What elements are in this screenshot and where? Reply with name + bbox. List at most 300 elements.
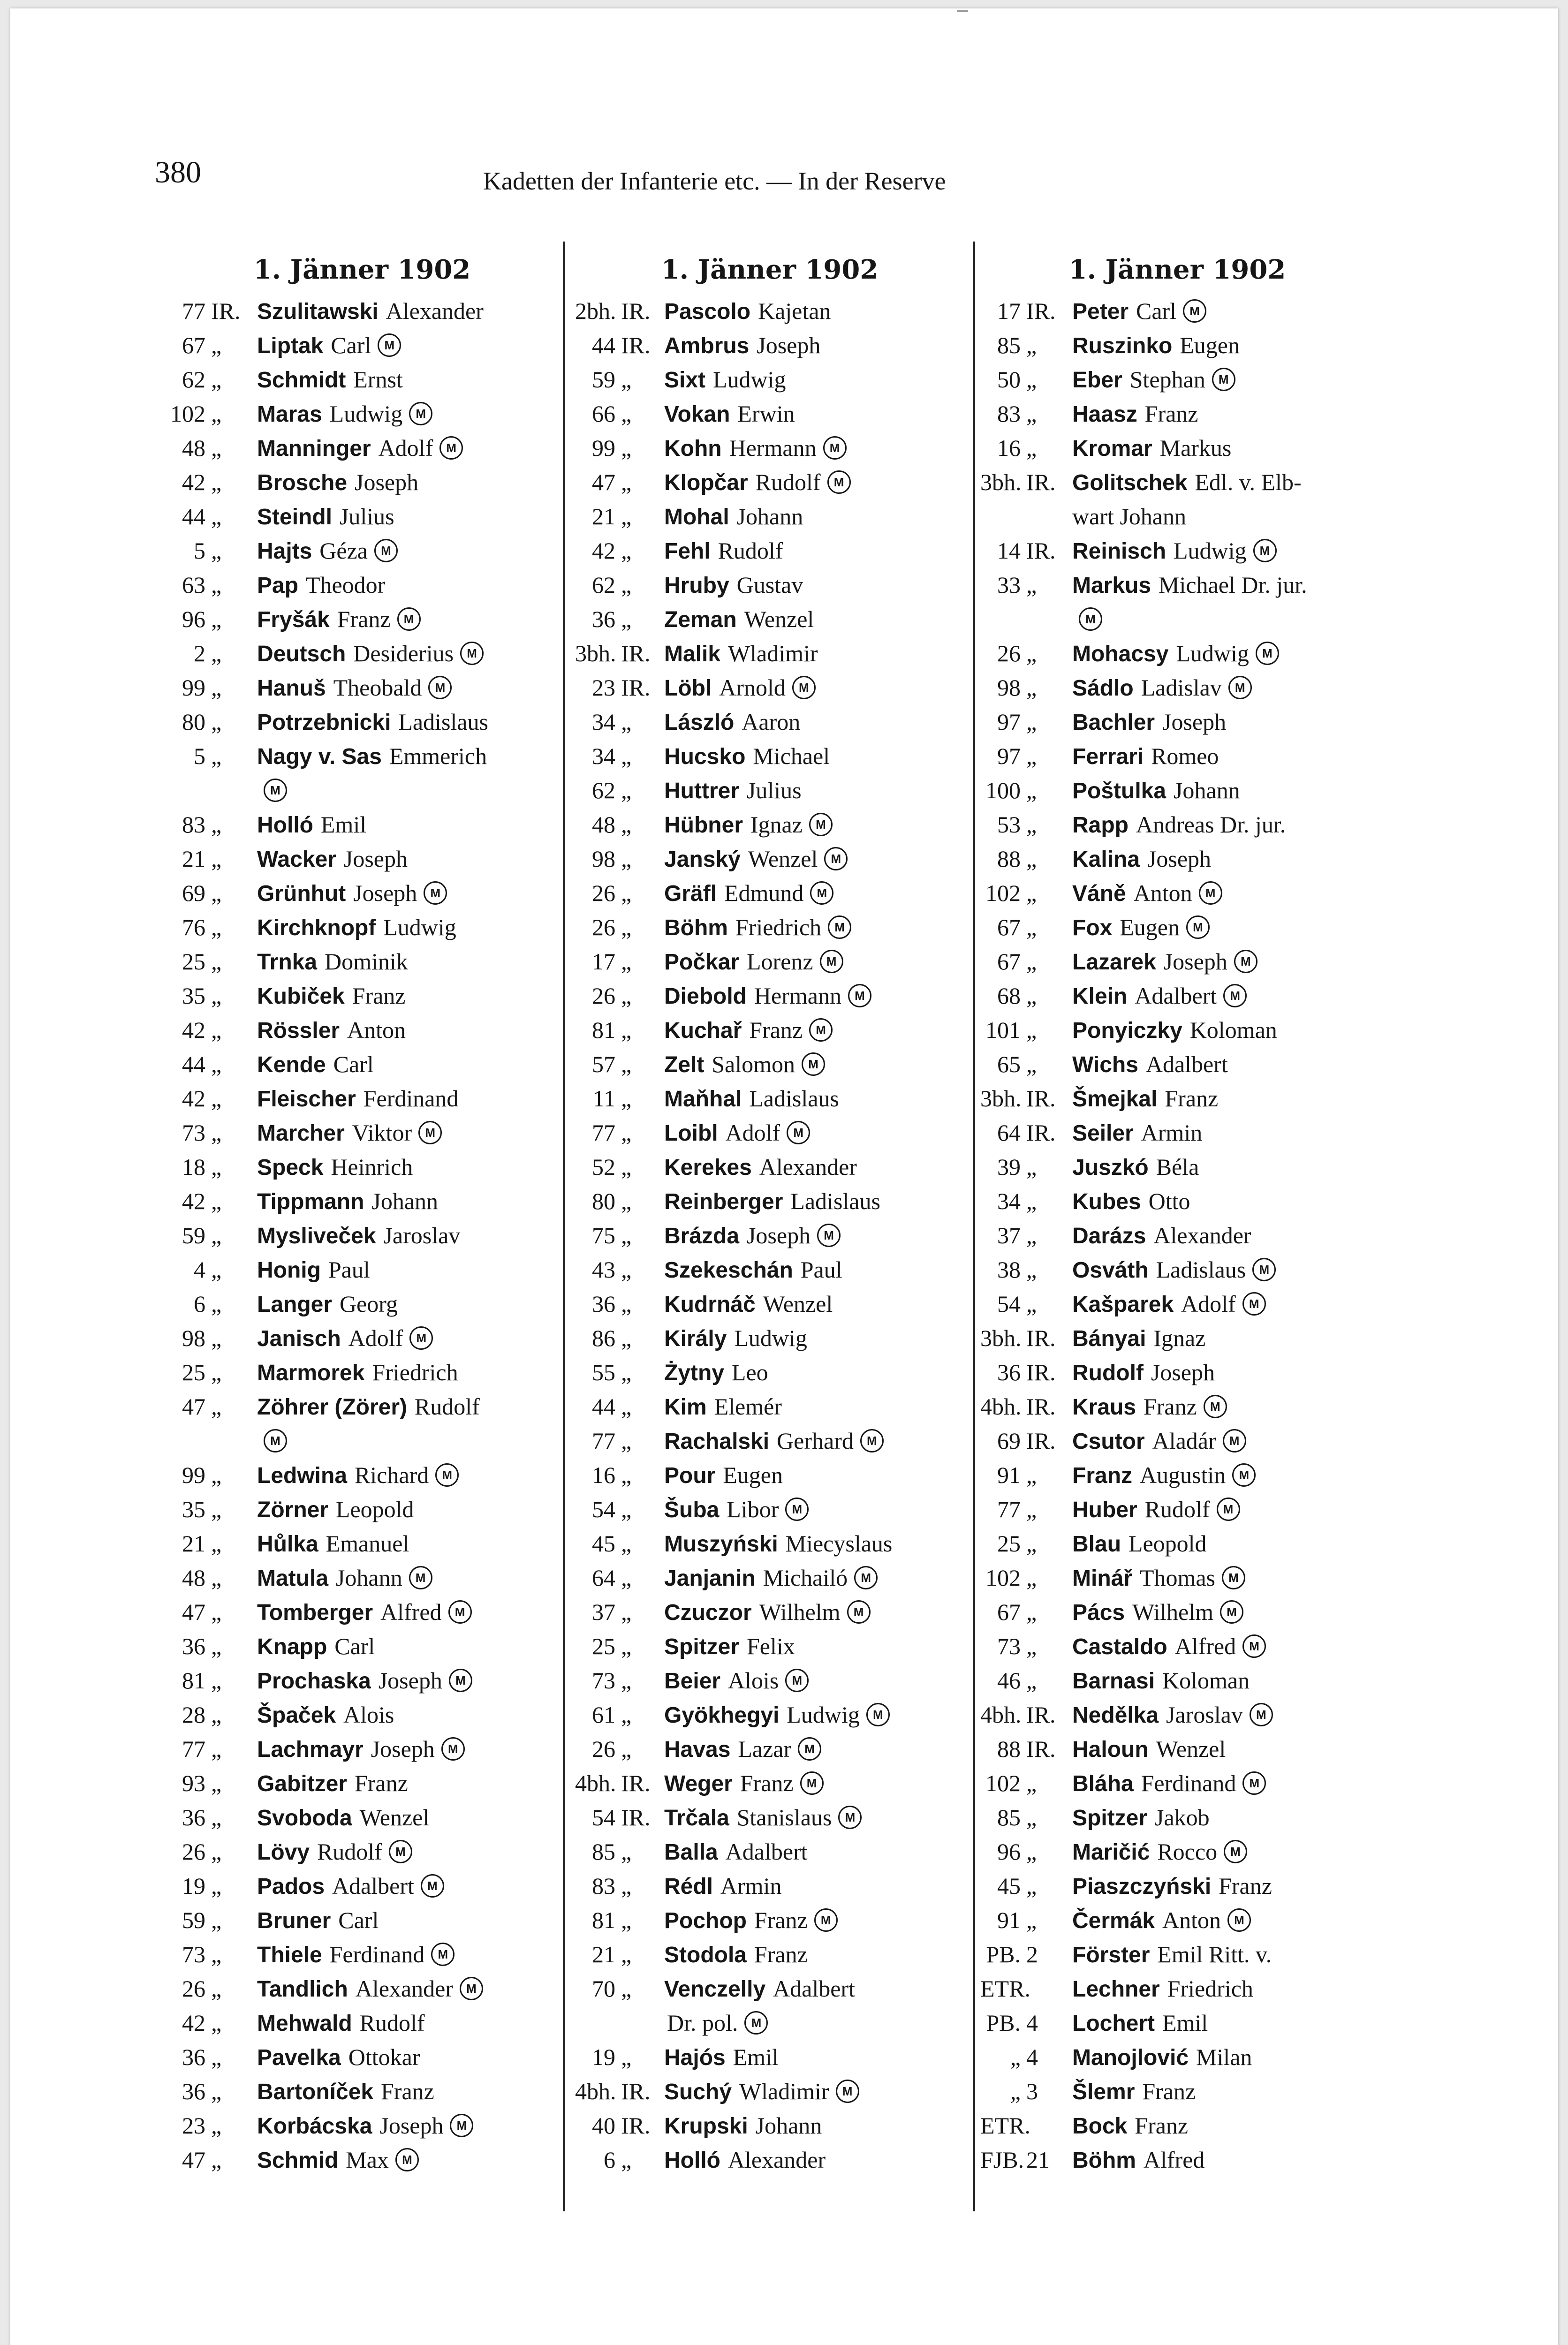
entry-surname: Maras: [257, 402, 322, 427]
entry-surname: Csutor: [1072, 1429, 1145, 1454]
entry-unit: „: [621, 1120, 632, 1146]
entry-surname: Bányai: [1072, 1326, 1146, 1351]
entry-unit: „: [1026, 948, 1037, 975]
entry-unit: „: [211, 743, 222, 769]
entry-surname: Ponyiczky: [1072, 1018, 1182, 1043]
entry-given-name: Ladislaus: [790, 1188, 880, 1214]
list-item: [980, 1253, 1374, 1287]
entry-given-name: Wenzel: [763, 1291, 833, 1317]
entry-unit: „: [621, 1633, 632, 1659]
entry-unit: „: [1026, 401, 1037, 427]
entry-given-name: Ignaz: [1153, 1325, 1206, 1351]
entry-unit: „: [1026, 1256, 1037, 1283]
entry-unit: „: [211, 1359, 222, 1385]
entry-surname: Tippmann: [257, 1189, 364, 1214]
entry-unit: „: [211, 1154, 222, 1180]
entry-number: 45: [997, 1873, 1021, 1899]
list-item: [980, 705, 1374, 739]
list-item: [980, 1047, 1374, 1082]
entry-surname: Szulitawski: [257, 299, 379, 324]
entry-number: 34: [592, 743, 615, 769]
entry-list: [575, 294, 964, 2177]
circled-m-icon: M: [1220, 1600, 1243, 1624]
entry-unit: „: [211, 469, 222, 495]
circled-m-icon: M: [809, 813, 833, 836]
entry-unit: IR.: [621, 332, 651, 358]
entry-unit: „: [621, 1051, 632, 1077]
entry-unit: „: [211, 1599, 222, 1625]
entry-given-name: Emil: [320, 811, 367, 838]
entry-surname: Mysliveček: [257, 1224, 376, 1248]
list-item: [575, 1321, 964, 1355]
entry-number: 39: [997, 1154, 1021, 1180]
list-item: [165, 1355, 559, 1390]
entry-number: 83: [592, 1873, 615, 1899]
entry-unit: „: [211, 948, 222, 975]
list-item: [575, 1253, 964, 1287]
entry-surname: Holló: [664, 2148, 720, 2173]
entry-surname: Loibl: [664, 1121, 718, 1146]
entry-surname: Kuchař: [664, 1018, 742, 1043]
entry-unit: „: [1026, 1770, 1037, 1796]
entry-number: 67: [997, 948, 1021, 975]
list-item: [165, 1800, 559, 1835]
entry-given-name: Emil: [1162, 2010, 1208, 2036]
entry-given-name: Ludwig: [734, 1325, 807, 1351]
scan-speck: [957, 10, 968, 12]
list-item: [980, 1835, 1374, 1869]
list-item: [980, 1869, 1374, 1903]
circled-m-icon: M: [374, 539, 398, 562]
entry-surname: Brázda: [664, 1224, 740, 1248]
entry-surname: Pascolo: [664, 299, 751, 324]
entry-number: 4bh.: [575, 1770, 616, 1796]
entry-unit: „: [621, 1907, 632, 1933]
list-item: [165, 1013, 559, 1047]
entry-unit: IR.: [621, 674, 651, 701]
entry-given-name: Adolf: [378, 435, 433, 461]
entry-surname: Czuczor: [664, 1600, 752, 1625]
entry-given-name: Paul: [800, 1256, 842, 1283]
entry-surname: Pavelka: [257, 2045, 341, 2070]
entry-surname: Maričić: [1072, 1840, 1150, 1865]
list-item: [980, 1972, 1374, 2006]
entry-surname: Lochert: [1072, 2011, 1155, 2036]
entry-surname: Hucsko: [664, 744, 746, 769]
list-item: [575, 739, 964, 773]
entry-given-name: Dominik: [324, 948, 408, 975]
entry-unit: „: [621, 366, 632, 393]
entry-number: 42: [182, 1085, 205, 1112]
list-item: [575, 2040, 964, 2074]
circled-m-icon: M: [1250, 1703, 1273, 1726]
entry-surname: Nedělka: [1072, 1703, 1159, 1728]
circled-m-icon: M: [787, 1121, 810, 1144]
list-item: [575, 910, 964, 945]
circled-m-icon: M: [800, 1771, 824, 1795]
entry-given-name: Georg: [339, 1291, 398, 1317]
entry-unit: „: [1026, 914, 1037, 940]
entry-unit: „: [621, 1359, 632, 1385]
entry-number: 80: [182, 709, 205, 735]
entry-given-name: Franz: [1165, 1085, 1219, 1112]
entry-unit: „: [1026, 1496, 1037, 1522]
entry-unit: „: [621, 1188, 632, 1214]
list-item: [575, 1458, 964, 1492]
entry-surname: Eber: [1072, 368, 1122, 393]
entry-unit: „: [621, 1393, 632, 1420]
entry-unit: „: [1026, 366, 1037, 393]
entry-surname: Haasz: [1072, 402, 1137, 427]
circled-m-icon: M: [1212, 368, 1235, 391]
entry-surname: Kubiček: [257, 984, 345, 1009]
entry-given-name: Jakob: [1154, 1804, 1210, 1831]
entry-surname: Bláha: [1072, 1771, 1134, 1796]
entry-number: 36: [592, 606, 615, 632]
entry-number: 42: [182, 2010, 205, 2036]
entry-surname: Király: [664, 1326, 727, 1351]
entry-number: 26: [592, 1736, 615, 1762]
list-item: [980, 671, 1374, 705]
entry-surname: Reinisch: [1072, 539, 1167, 564]
entry-given-name: Markus: [1159, 435, 1232, 461]
entry-number: 36: [182, 1804, 205, 1831]
list-item: [165, 431, 559, 465]
entry-number: 77: [182, 298, 205, 324]
list-item: [165, 1595, 559, 1629]
entry-surname: Váně: [1072, 881, 1126, 906]
entry-surname: Honig: [257, 1258, 321, 1283]
entry-surname: Kašparek: [1072, 1292, 1174, 1317]
circled-m-icon: M: [1227, 1908, 1251, 1932]
entry-unit: „: [621, 743, 632, 769]
list-item: [165, 1082, 559, 1116]
entry-number: 102: [985, 1565, 1021, 1591]
entry-given-name: Edmund: [724, 880, 804, 906]
list-item: [165, 294, 559, 328]
entry-surname: Fleischer: [257, 1087, 356, 1112]
entry-surname: Havas: [664, 1737, 731, 1762]
entry-number: 73: [592, 1667, 615, 1694]
list-item: [165, 1629, 559, 1664]
entry-unit: „: [621, 1462, 632, 1488]
entry-unit: 2: [1026, 1941, 1038, 1967]
list-item: [165, 1218, 559, 1253]
entry-number: 18: [182, 1154, 205, 1180]
entry-number: 23: [182, 2112, 205, 2139]
entry-unit: „: [1026, 674, 1037, 701]
entry-number: 70: [592, 1975, 615, 2002]
entry-number: 83: [182, 811, 205, 838]
entry-given-name: Ignaz: [750, 811, 803, 838]
list-item: [980, 1492, 1374, 1527]
entry-given-name: Joseph: [353, 880, 417, 906]
entry-surname: Kubes: [1072, 1189, 1141, 1214]
entry-unit: „: [1026, 709, 1037, 735]
list-item: [980, 1184, 1374, 1218]
list-item: [575, 945, 964, 979]
entry-surname: Rachalski: [664, 1429, 770, 1454]
entry-number: 96: [997, 1838, 1021, 1865]
list-item: [165, 1527, 559, 1561]
entry-number: 2: [194, 640, 205, 666]
entry-given-name: Elemér: [714, 1393, 782, 1420]
entry-given-name: Rudolf: [1144, 1496, 1210, 1522]
circled-m-icon: M: [1242, 1771, 1266, 1795]
list-item: [575, 1184, 964, 1218]
entry-unit: „: [621, 1667, 632, 1694]
circled-m-icon: M: [860, 1429, 884, 1452]
list-item: [165, 2074, 559, 2109]
list-item: [980, 773, 1374, 808]
entry-number: 91: [997, 1462, 1021, 1488]
list-item: [980, 1013, 1374, 1047]
entry-given-name: Carl: [333, 1051, 374, 1077]
entry-number: 38: [997, 1256, 1021, 1283]
list-item: [165, 910, 559, 945]
circled-m-icon: M: [798, 1737, 821, 1761]
entry-surname: Vokan: [664, 402, 730, 427]
entry-given-name: Augustin: [1139, 1462, 1226, 1488]
list-item: [165, 842, 559, 876]
entry-unit: 4: [1026, 2044, 1038, 2070]
entry-unit: „: [211, 606, 222, 632]
entry-unit: „: [211, 1017, 222, 1043]
entry-unit: „: [211, 2010, 222, 2036]
entry-number: 37: [997, 1222, 1021, 1248]
list-item: [165, 363, 559, 397]
entry-unit: „: [211, 572, 222, 598]
entry-number: 64: [997, 1120, 1021, 1146]
list-item: [575, 294, 964, 328]
entry-given-name: Hermann: [754, 983, 841, 1009]
entry-number: 99: [592, 435, 615, 461]
entry-given-name: Alexander: [386, 298, 484, 324]
entry-number: ETR.: [980, 1975, 1030, 2002]
entry-number: 43: [592, 1256, 615, 1283]
entry-surname: Schmidt: [257, 368, 346, 393]
circled-m-icon: M: [378, 333, 401, 357]
entry-surname: Żytny: [664, 1361, 725, 1385]
list-item: [980, 1561, 1374, 1595]
entry-number: 46: [997, 1667, 1021, 1694]
list-item: [980, 808, 1374, 842]
list-item: [165, 1458, 559, 1492]
entry-given-name: Richard: [354, 1462, 429, 1488]
entry-given-name: Adolf: [1181, 1291, 1236, 1317]
entry-number: 16: [997, 435, 1021, 461]
entry-given-name: Gerhard: [777, 1428, 854, 1454]
list-item: [980, 328, 1374, 363]
list-item: [165, 2143, 559, 2177]
entry-number: 102: [985, 1770, 1021, 1796]
entry-surname: Šmejkal: [1072, 1087, 1158, 1112]
entry-number: 98: [997, 674, 1021, 701]
entry-unit: „: [621, 811, 632, 838]
entry-number: 88: [997, 846, 1021, 872]
entry-unit: „: [211, 2044, 222, 2070]
circled-m-icon: M: [1228, 676, 1252, 699]
circled-m-icon: M: [1242, 1634, 1266, 1658]
list-item: [980, 2040, 1374, 2074]
entry-unit: „: [621, 537, 632, 564]
entry-surname: Klein: [1072, 984, 1128, 1009]
entry-given-name: Wilhelm: [759, 1599, 841, 1625]
list-item: [575, 1527, 964, 1561]
entry-number: 48: [182, 1565, 205, 1591]
entry-unit: „: [621, 435, 632, 461]
entry-number: 47: [182, 2147, 205, 2173]
list-item: [165, 1869, 559, 1903]
entry-given-name: Géza: [319, 537, 368, 564]
entry-given-name: Ludwig: [1173, 537, 1247, 564]
entry-number: 4: [194, 1256, 205, 1283]
entry-surname: Mehwald: [257, 2011, 352, 2036]
entry-surname: Szekeschán: [664, 1258, 793, 1283]
circled-m-icon: M: [428, 676, 452, 699]
entry-unit: „: [1026, 1633, 1037, 1659]
circled-m-icon: M: [460, 642, 484, 665]
entry-unit: „: [621, 469, 632, 495]
entry-surname: Rudolf: [1072, 1361, 1144, 1385]
entry-unit: IR.: [1026, 1120, 1056, 1146]
entry-surname: Bruner: [257, 1908, 331, 1933]
entry-surname: Hanuš: [257, 676, 326, 701]
list-item: [165, 1116, 559, 1150]
circled-m-icon: M: [802, 1052, 825, 1076]
list-item: [980, 1355, 1374, 1390]
entry-given-name: Arnold: [719, 674, 786, 701]
entry-unit: „: [1026, 1667, 1037, 1694]
entry-unit: „: [621, 572, 632, 598]
entry-given-name: Michailó: [763, 1565, 848, 1591]
entry-given-name: Franz: [740, 1770, 794, 1796]
list-item: [980, 1390, 1374, 1424]
circled-m-icon: M: [824, 847, 848, 870]
entry-surname: Lechner: [1072, 1977, 1160, 2002]
entry-given-name: Joseph: [371, 1736, 435, 1762]
list-item: [575, 671, 964, 705]
list-item: [575, 1390, 964, 1424]
list-item: [575, 1218, 964, 1253]
entry-unit: „: [1026, 1599, 1037, 1625]
entry-number: 3bh.: [980, 1085, 1022, 1112]
entry-given-name: Adalbert: [773, 1975, 855, 2002]
entry-unit: „: [211, 1393, 222, 1420]
entry-surname: Barnasi: [1072, 1669, 1155, 1694]
entry-surname: Bartoníček: [257, 2080, 374, 2104]
entry-given-name: Ladislaus: [749, 1085, 839, 1112]
circled-m-icon: M: [847, 1600, 871, 1624]
entry-surname: Manojlović: [1072, 2045, 1189, 2070]
entry-number: 19: [592, 2044, 615, 2070]
entry-unit: „: [211, 640, 222, 666]
entry-given-name: Michael Dr. jur.: [1158, 572, 1307, 598]
entry-surname: Pochop: [664, 1908, 747, 1933]
entry-given-name: Kajetan: [757, 298, 831, 324]
list-item: [165, 602, 559, 636]
entry-given-name: Ferdinand: [1141, 1770, 1236, 1796]
circled-m-icon: M: [744, 2011, 768, 2035]
list-item: [980, 1629, 1374, 1664]
entry-surname: Hruby: [664, 573, 729, 598]
entry-surname: Diebold: [664, 984, 747, 1009]
list-item: [980, 2006, 1374, 2040]
entry-surname: Čermák: [1072, 1908, 1155, 1933]
circled-m-icon: M: [441, 1737, 465, 1761]
entry-number: 36: [592, 1291, 615, 1317]
list-item: [575, 1835, 964, 1869]
entry-unit: IR.: [621, 2078, 651, 2104]
list-item: [165, 636, 559, 671]
entry-given-name: Rudolf: [755, 469, 821, 495]
entry-given-name: Theobald: [333, 674, 422, 701]
entry-surname: Šlemr: [1072, 2080, 1135, 2104]
entry-unit: „: [621, 1325, 632, 1351]
circled-m-icon: M: [264, 779, 287, 802]
entry-given-name: Lorenz: [747, 948, 813, 975]
entry-surname: Fryšák: [257, 607, 330, 632]
entry-surname: Krupski: [664, 2114, 748, 2139]
entry-surname: Castaldo: [1072, 1634, 1167, 1659]
entry-surname: Balla: [664, 1840, 718, 1865]
entry-given-name: Ladislaus: [1156, 1256, 1246, 1283]
entry-number: 54: [592, 1804, 615, 1831]
entry-number: 26: [592, 914, 615, 940]
circled-m-icon: M: [814, 1908, 838, 1932]
entry-number: 28: [182, 1702, 205, 1728]
entry-given-name: Theodor: [305, 572, 386, 598]
entry-number: 81: [592, 1907, 615, 1933]
entry-unit: „: [211, 1565, 222, 1591]
entry-surname: Ambrus: [664, 333, 750, 358]
list-item: [165, 773, 559, 808]
entry-given-name: Ottokar: [348, 2044, 420, 2070]
entry-list: [165, 294, 559, 2177]
entry-unit: IR.: [621, 1770, 651, 1796]
entry-given-name: Jaroslav: [383, 1222, 461, 1248]
list-item: [165, 705, 559, 739]
entry-unit: „: [211, 811, 222, 838]
entry-given-name: Eugen: [1120, 914, 1180, 940]
list-item: [575, 1561, 964, 1595]
entry-surname: Počkar: [664, 950, 740, 975]
entry-number: 68: [997, 983, 1021, 1009]
entry-number: 93: [182, 1770, 205, 1796]
entry-number: 62: [182, 366, 205, 393]
entry-unit: IR.: [1026, 1325, 1056, 1351]
entry-given-name: Ladislaus: [398, 709, 488, 735]
entry-given-name: Rudolf: [414, 1393, 480, 1420]
entry-list: [980, 294, 1374, 2177]
entry-surname: Huber: [1072, 1498, 1137, 1522]
entry-surname: Venczelly: [664, 1977, 766, 2002]
list-item: [980, 1082, 1374, 1116]
entry-surname: Darázs: [1072, 1224, 1146, 1248]
entry-unit: „: [1026, 846, 1037, 872]
entry-unit: „: [621, 1736, 632, 1762]
entry-unit: „: [621, 1496, 632, 1522]
entry-number: 11: [592, 1085, 615, 1112]
entry-given-name: Alexander: [355, 1975, 453, 2002]
entry-given-name: Alois: [343, 1702, 394, 1728]
entry-unit: 3: [1026, 2078, 1038, 2104]
entry-given-name: Desiderius: [353, 640, 454, 666]
entry-number: 55: [592, 1359, 615, 1385]
entry-unit: „: [1026, 1838, 1037, 1865]
list-item: [165, 1492, 559, 1527]
list-item: [575, 1800, 964, 1835]
